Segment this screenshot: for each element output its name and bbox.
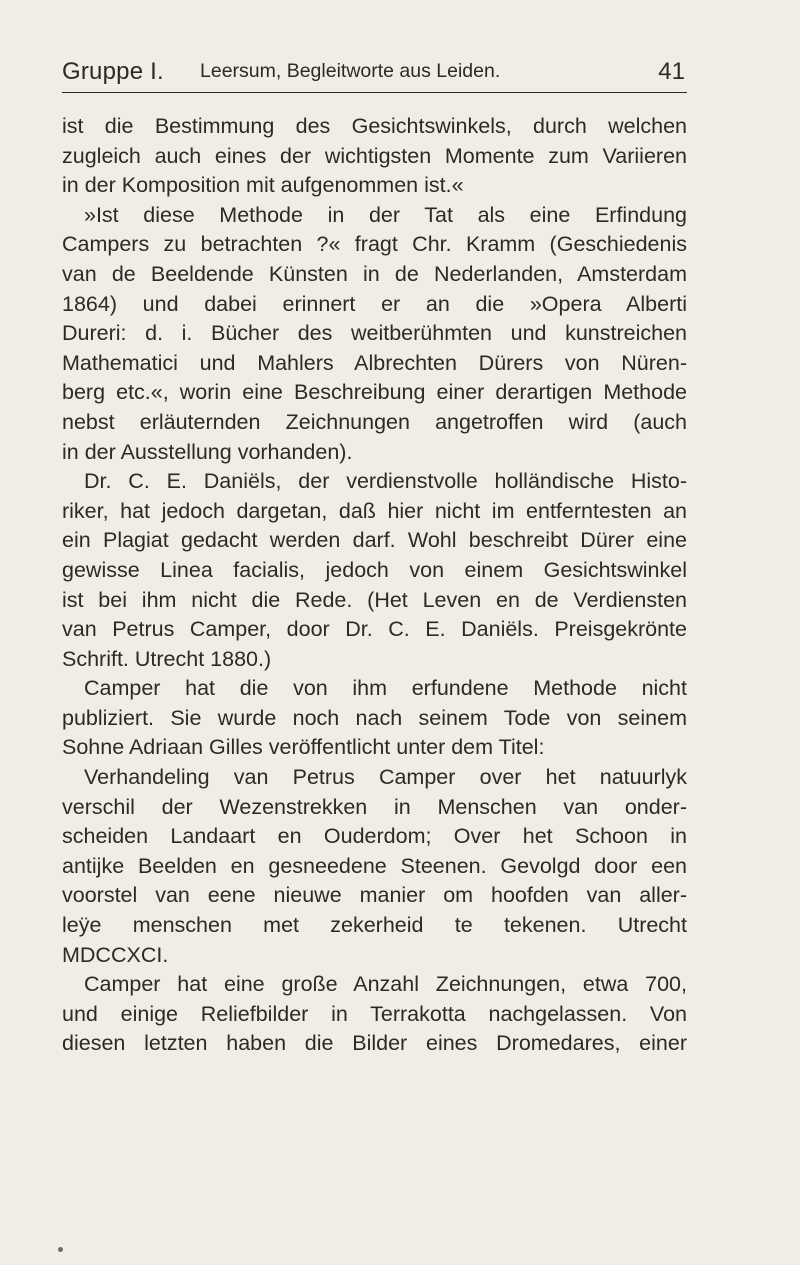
text-line: Schrift. Utrecht 1880.) (62, 646, 272, 671)
running-header (62, 56, 687, 93)
text-line: Sohne Adriaan Gilles veröffentlicht unter dem Titel: (62, 735, 545, 760)
header-title: Leersum, Begleitworte aus Leiden. (200, 60, 501, 82)
header-section-label: Gruppe I. (62, 58, 164, 85)
text-line: Camper hat eine große Anzahl Zeichnungen, etwa 700, (84, 972, 687, 997)
text-line: leÿe menschen met zekerheid te tekenen. Utrecht (62, 913, 687, 938)
text-line: Verhandeling van Petrus Camper over het natuurlyk (84, 765, 687, 790)
text-line: voorstel van eene nieuwe manier om hoofden van aller- (62, 883, 687, 908)
text-line: Dr. C. E. Daniëls, der verdienstvolle holländische Histo- (84, 469, 687, 494)
text-line: »Ist diese Methode in der Tat als eine Erfindung (84, 202, 687, 227)
text-line: van de Beeldende Künsten in de Nederlanden, Amsterdam (62, 261, 687, 286)
text-line: 1864) und dabei erinnert er an die »Opera Alberti (62, 291, 687, 316)
text-line: Campers zu betrachten ?« fragt Chr. Kramm (Geschiedenis (62, 232, 687, 257)
text-line: verschil der Wezenstrekken in Menschen van onder- (62, 794, 687, 819)
text-line: und einige Reliefbilder in Terrakotta nachgelassen. Von (62, 1001, 687, 1026)
text-line: nebst erläuternden Zeichnungen angetroffen wird (auch (62, 409, 687, 434)
text-line: berg etc.«, worin eine Beschreibung einer derartigen Methode (62, 380, 687, 405)
text-line: publiziert. Sie wurde noch nach seinem Tode von seinem (62, 705, 687, 730)
text-line: ist bei ihm nicht die Rede. (Het Leven en de Verdiensten (62, 587, 687, 612)
text-line: ist die Bestimmung des Gesichtswinkels, durch welchen (62, 114, 687, 138)
text-line: MDCCXCI. (62, 942, 169, 967)
text-line: riker, hat jedoch dargetan, daß hier nicht im entferntesten an (62, 498, 687, 523)
text-line: van Petrus Camper, door Dr. C. E. Daniëls. Preisgekrönte (62, 617, 687, 642)
text-line: scheiden Landaart en Ouderdom; Over het Schoon in (62, 824, 687, 849)
text-line: in der Komposition mit aufgenommen ist.« (62, 173, 464, 198)
page-number: 41 (658, 58, 685, 85)
paper-spot (58, 1247, 63, 1252)
text-line: zugleich auch eines der wichtigsten Momente zum Variieren (62, 143, 687, 168)
text-line: antijke Beelden en gesneedene Steenen. Gevolgd door een (62, 853, 687, 878)
text-line: Camper hat die von ihm erfundene Methode nicht (84, 676, 687, 701)
text-line: in der Ausstellung vorhanden). (62, 439, 353, 464)
body-text (62, 112, 687, 1059)
text-line: Dureri: d. i. Bücher des weitberühmten und kunstreichen (62, 321, 687, 346)
text-line: ein Plagiat gedacht werden darf. Wohl beschreibt Dürer eine (62, 528, 687, 553)
text-line: Mathematici und Mahlers Albrechten Dürers von Nüren- (62, 350, 687, 375)
text-line: diesen letzten haben die Bilder eines Dromedares, einer (62, 1031, 687, 1056)
text-line: gewisse Linea facialis, jedoch von einem Gesichtswinkel (62, 557, 687, 582)
